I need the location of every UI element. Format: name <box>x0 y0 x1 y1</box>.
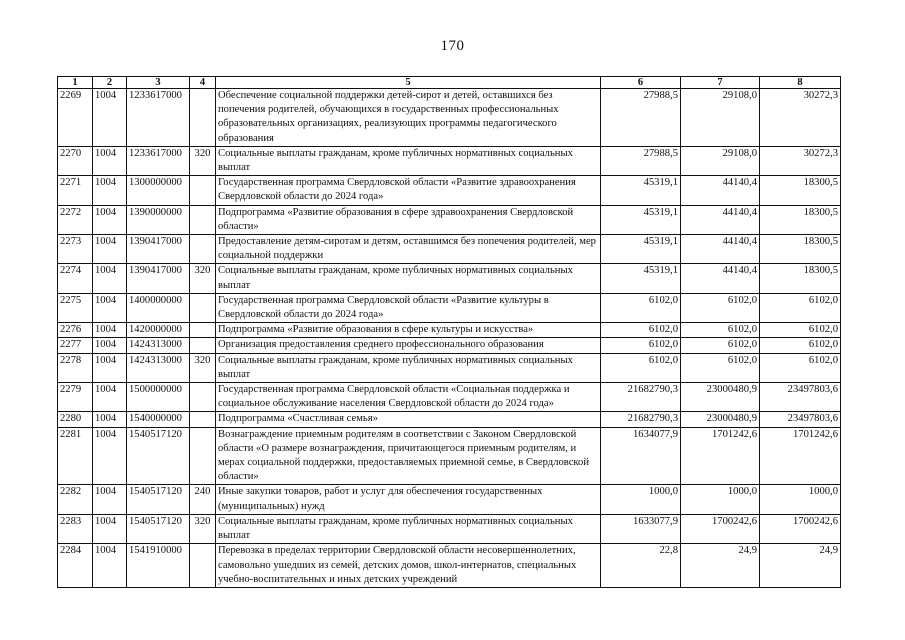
amount-col6-cell: 21682790,3 <box>601 412 681 427</box>
item-name-cell: Предоставление детям-сиротам и детям, оставшимся без попечения родителей, мер социальной поддержки <box>216 235 601 264</box>
amount-col6-cell: 6102,0 <box>601 338 681 353</box>
amount-col6-cell: 45319,1 <box>601 235 681 264</box>
row-number-cell: 2274 <box>58 264 93 293</box>
section-code-cell: 1004 <box>93 264 127 293</box>
section-code-cell: 1004 <box>93 544 127 588</box>
table-row <box>58 146 841 175</box>
amount-col6-cell: 1000,0 <box>601 485 681 514</box>
amount-col7-cell: 23000480,9 <box>681 383 760 412</box>
amount-col7-cell: 1700242,6 <box>681 514 760 543</box>
amount-col8-cell: 6102,0 <box>760 353 841 382</box>
table-row <box>58 412 841 427</box>
section-code-cell: 1004 <box>93 338 127 353</box>
row-number-cell: 2282 <box>58 485 93 514</box>
expense-type-cell <box>190 383 216 412</box>
section-code-cell: 1004 <box>93 323 127 338</box>
item-name-cell: Обеспечение социальной поддержки детей-сирот и детей, оставшихся без попечения родителей, обучающихся в государственных профессиональных образовательных организациях, реализующих программы педагогического образования <box>216 89 601 147</box>
target-code-cell: 1500000000 <box>127 383 190 412</box>
section-code-cell: 1004 <box>93 176 127 205</box>
row-number-cell: 2277 <box>58 338 93 353</box>
amount-col8-cell: 18300,5 <box>760 176 841 205</box>
table-row <box>58 353 841 382</box>
amount-col8-cell: 30272,3 <box>760 89 841 147</box>
table-row <box>58 264 841 293</box>
target-code-cell: 1300000000 <box>127 176 190 205</box>
row-number-cell: 2280 <box>58 412 93 427</box>
item-name-cell: Подпрограмма «Развитие образования в сфере здравоохранения Свердловской области» <box>216 205 601 234</box>
amount-col6-cell: 45319,1 <box>601 176 681 205</box>
item-name-cell: Социальные выплаты гражданам, кроме публичных нормативных социальных выплат <box>216 264 601 293</box>
table-header-row <box>58 77 841 89</box>
row-number-cell: 2278 <box>58 353 93 382</box>
amount-col8-cell: 6102,0 <box>760 338 841 353</box>
target-code-cell: 1233617000 <box>127 146 190 175</box>
table-row <box>58 89 841 147</box>
item-name-cell: Социальные выплаты гражданам, кроме публичных нормативных социальных выплат <box>216 146 601 175</box>
amount-col8-cell: 18300,5 <box>760 205 841 234</box>
row-number-cell: 2276 <box>58 323 93 338</box>
amount-col6-cell: 45319,1 <box>601 264 681 293</box>
amount-col6-cell: 6102,0 <box>601 293 681 322</box>
table-row <box>58 485 841 514</box>
section-code-cell: 1004 <box>93 514 127 543</box>
expense-type-cell <box>190 544 216 588</box>
amount-col7-cell: 44140,4 <box>681 235 760 264</box>
amount-col8-cell: 24,9 <box>760 544 841 588</box>
row-number-cell: 2275 <box>58 293 93 322</box>
expense-type-cell: 320 <box>190 514 216 543</box>
target-code-cell: 1233617000 <box>127 89 190 147</box>
section-code-cell: 1004 <box>93 412 127 427</box>
section-code-cell: 1004 <box>93 353 127 382</box>
amount-col8-cell: 30272,3 <box>760 146 841 175</box>
header-col-7: 7 <box>681 77 760 89</box>
table-row <box>58 427 841 485</box>
amount-col6-cell: 27988,5 <box>601 89 681 147</box>
target-code-cell: 1390417000 <box>127 264 190 293</box>
expense-type-cell <box>190 338 216 353</box>
amount-col6-cell: 27988,5 <box>601 146 681 175</box>
amount-col8-cell: 6102,0 <box>760 323 841 338</box>
row-number-cell: 2284 <box>58 544 93 588</box>
expense-type-cell <box>190 205 216 234</box>
expense-type-cell: 240 <box>190 485 216 514</box>
expense-type-cell: 320 <box>190 353 216 382</box>
amount-col8-cell: 1000,0 <box>760 485 841 514</box>
section-code-cell: 1004 <box>93 427 127 485</box>
item-name-cell: Социальные выплаты гражданам, кроме публичных нормативных социальных выплат <box>216 514 601 543</box>
amount-col7-cell: 6102,0 <box>681 353 760 382</box>
header-col-3: 3 <box>127 77 190 89</box>
amount-col7-cell: 1701242,6 <box>681 427 760 485</box>
header-col-4: 4 <box>190 77 216 89</box>
expense-type-cell: 320 <box>190 264 216 293</box>
amount-col8-cell: 23497803,6 <box>760 383 841 412</box>
section-code-cell: 1004 <box>93 205 127 234</box>
section-code-cell: 1004 <box>93 293 127 322</box>
amount-col8-cell: 23497803,6 <box>760 412 841 427</box>
amount-col7-cell: 44140,4 <box>681 176 760 205</box>
amount-col7-cell: 1000,0 <box>681 485 760 514</box>
item-name-cell: Социальные выплаты гражданам, кроме публичных нормативных социальных выплат <box>216 353 601 382</box>
expense-type-cell <box>190 412 216 427</box>
amount-col7-cell: 44140,4 <box>681 264 760 293</box>
row-number-cell: 2279 <box>58 383 93 412</box>
expense-type-cell <box>190 89 216 147</box>
item-name-cell: Перевозка в пределах территории Свердловской области несовершеннолетних, самовольно ушедших из семей, детских домов, школ-интернатов, специальных учебно-воспитательных и иных детских учреждений <box>216 544 601 588</box>
table-row <box>58 544 841 588</box>
header-col-8: 8 <box>760 77 841 89</box>
amount-col6-cell: 45319,1 <box>601 205 681 234</box>
amount-col6-cell: 1633077,9 <box>601 514 681 543</box>
header-col-6: 6 <box>601 77 681 89</box>
amount-col8-cell: 18300,5 <box>760 235 841 264</box>
amount-col6-cell: 6102,0 <box>601 353 681 382</box>
amount-col7-cell: 29108,0 <box>681 146 760 175</box>
row-number-cell: 2269 <box>58 89 93 147</box>
table-row <box>58 514 841 543</box>
item-name-cell: Государственная программа Свердловской области «Социальная поддержка и социальное обслуживание населения Свердловской области до 2024 года» <box>216 383 601 412</box>
amount-col7-cell: 24,9 <box>681 544 760 588</box>
amount-col8-cell: 1701242,6 <box>760 427 841 485</box>
expense-type-cell <box>190 427 216 485</box>
table-row <box>58 323 841 338</box>
expense-type-cell: 320 <box>190 146 216 175</box>
item-name-cell: Организация предоставления среднего профессионального образования <box>216 338 601 353</box>
amount-col7-cell: 23000480,9 <box>681 412 760 427</box>
target-code-cell: 1390417000 <box>127 235 190 264</box>
amount-col8-cell: 1700242,6 <box>760 514 841 543</box>
expense-type-cell <box>190 176 216 205</box>
item-name-cell: Вознаграждение приемным родителям в соответствии с Законом Свердловской области «О размере вознаграждения, причитающегося приемным родителям, и мерах социальной поддержки, предоставляемых приемной семье, в Свердловской области» <box>216 427 601 485</box>
row-number-cell: 2270 <box>58 146 93 175</box>
section-code-cell: 1004 <box>93 89 127 147</box>
item-name-cell: Государственная программа Свердловской области «Развитие культуры в Свердловской области до 2024 года» <box>216 293 601 322</box>
target-code-cell: 1541910000 <box>127 544 190 588</box>
table-row <box>58 383 841 412</box>
expense-type-cell <box>190 293 216 322</box>
item-name-cell: Иные закупки товаров, работ и услуг для обеспечения государственных (муниципальных) нужд <box>216 485 601 514</box>
row-number-cell: 2281 <box>58 427 93 485</box>
page-number: 170 <box>440 38 465 54</box>
item-name-cell: Государственная программа Свердловской области «Развитие здравоохранения Свердловской области до 2024 года» <box>216 176 601 205</box>
amount-col8-cell: 6102,0 <box>760 293 841 322</box>
section-code-cell: 1004 <box>93 383 127 412</box>
expense-type-cell <box>190 323 216 338</box>
amount-col8-cell: 18300,5 <box>760 264 841 293</box>
header-col-5: 5 <box>216 77 601 89</box>
target-code-cell: 1424313000 <box>127 353 190 382</box>
item-name-cell: Подпрограмма «Счастливая семья» <box>216 412 601 427</box>
expense-type-cell <box>190 235 216 264</box>
target-code-cell: 1420000000 <box>127 323 190 338</box>
amount-col7-cell: 6102,0 <box>681 323 760 338</box>
amount-col7-cell: 44140,4 <box>681 205 760 234</box>
table-row <box>58 235 841 264</box>
row-number-cell: 2273 <box>58 235 93 264</box>
amount-col7-cell: 6102,0 <box>681 293 760 322</box>
amount-col6-cell: 1634077,9 <box>601 427 681 485</box>
target-code-cell: 1540000000 <box>127 412 190 427</box>
amount-col7-cell: 29108,0 <box>681 89 760 147</box>
target-code-cell: 1390000000 <box>127 205 190 234</box>
amount-col7-cell: 6102,0 <box>681 338 760 353</box>
table-row <box>58 176 841 205</box>
row-number-cell: 2283 <box>58 514 93 543</box>
row-number-cell: 2271 <box>58 176 93 205</box>
table-row <box>58 205 841 234</box>
target-code-cell: 1424313000 <box>127 338 190 353</box>
target-code-cell: 1540517120 <box>127 485 190 514</box>
table-row <box>58 338 841 353</box>
section-code-cell: 1004 <box>93 146 127 175</box>
amount-col6-cell: 22,8 <box>601 544 681 588</box>
target-code-cell: 1540517120 <box>127 427 190 485</box>
section-code-cell: 1004 <box>93 235 127 264</box>
section-code-cell: 1004 <box>93 485 127 514</box>
header-col-1: 1 <box>58 77 93 89</box>
row-number-cell: 2272 <box>58 205 93 234</box>
header-col-2: 2 <box>93 77 127 89</box>
target-code-cell: 1540517120 <box>127 514 190 543</box>
table-row <box>58 293 841 322</box>
amount-col6-cell: 6102,0 <box>601 323 681 338</box>
target-code-cell: 1400000000 <box>127 293 190 322</box>
item-name-cell: Подпрограмма «Развитие образования в сфере культуры и искусства» <box>216 323 601 338</box>
budget-table <box>57 76 841 588</box>
amount-col6-cell: 21682790,3 <box>601 383 681 412</box>
